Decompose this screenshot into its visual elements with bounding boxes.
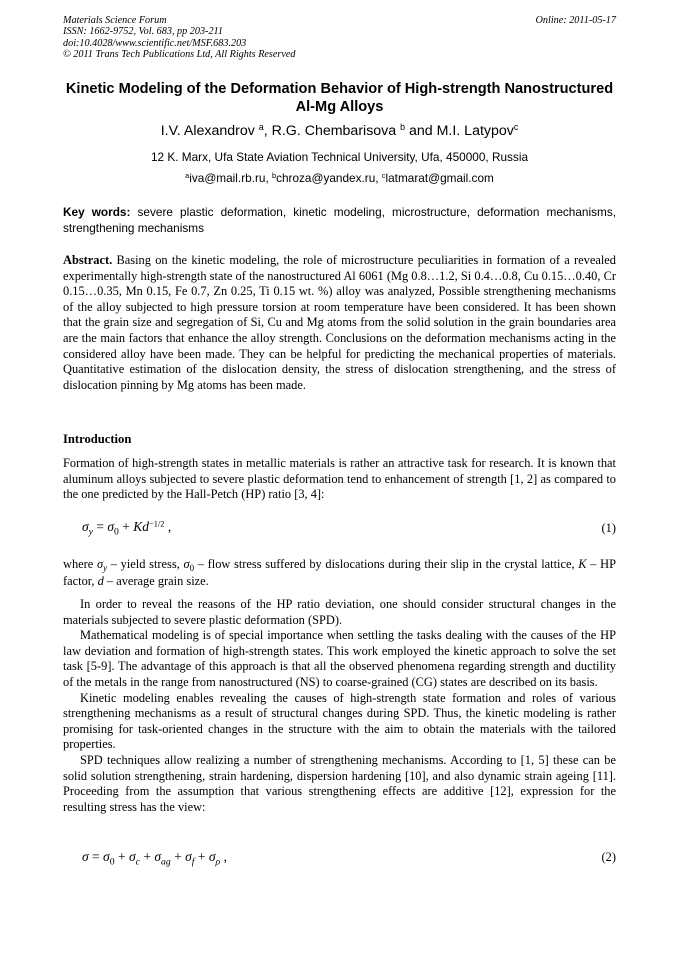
equation-number: (2) [601, 850, 616, 864]
email-link[interactable]: latmarat@gmail.com [385, 171, 494, 185]
online-date: Online: 2011-05-17 [535, 15, 616, 26]
email-link[interactable]: chroza@yandex.ru, [276, 171, 379, 185]
author-affiliation-mark: b [400, 122, 406, 133]
doi-line: doi:10.4028/www.scientific.net/MSF.683.203 [63, 37, 247, 49]
equation-2: $\sigma = \sigma_0 + \sigma_c + \sigma_{ag} + \sigma_f + \sigma_\rho$ , [82, 849, 227, 868]
affiliation: 12 K. Marx, Ufa State Aviation Technical University, Ufa, 450000, Russia [150, 150, 529, 164]
author-name: and M.I. Latypov [408, 123, 514, 139]
paragraph: Formation of high-strength states in metallic materials is rather an attractive task for research. It is known that aluminum alloys subjected to severe plastic deformation tend to enhancement of strength [1, 2] as compared to the one predicted by the Hall-Petch (HP) ratio [3, 4]: [63, 456, 616, 502]
email-mark: a [185, 170, 190, 180]
email-list [63, 171, 616, 185]
abstract-label: Abstract. [63, 253, 113, 267]
issn-line: ISSN: 1662-9752, Vol. 683, pp 203-211 [63, 26, 223, 38]
equation-number: (1) [601, 521, 616, 535]
paragraph: Mathematical modeling is of special importance when settling the tasks dealing with the causes of the HP law deviation and formation of high-strength states. This work employed the kinetic approach to solve the set task [5-9]. The advantage of this approach is that all the observed phenomena regarding strength and ductility of the metals in the range from nanostructured (NS) to coarse-grained (CG) states are described on its basis. [63, 628, 616, 689]
introduction-body [63, 597, 616, 815]
paragraph: Kinetic modeling enables revealing the causes of high-strength state formation and roles of various strengthening mechanisms as a result of structural changes during SPD. Thus, the kinetic modeling is rather promising for task-oriented changes in the structure with the aim to obtain the materials with the tailored properties. [63, 690, 616, 752]
section-heading: Introduction [63, 432, 132, 446]
author-name: I.V. Alexandrov [160, 123, 255, 139]
paragraph: SPD techniques allow realizing a number of strengthening mechanisms. According to [1, 5] these can be solid solution strengthening, strain hardening, dispersion hardening [10], and also dynamic strain ageing [11]. Proceeding from the assumption that various strengthening effects are additive [12], expression for the resulting stress has the view: [63, 752, 616, 814]
paper-title: Kinetic Modeling of the Deformation Behavior of High-strength Nanostructured Al-Mg Alloys [65, 81, 614, 115]
email-mark: b [272, 170, 277, 180]
abstract-text: Basing on the kinetic modeling, the role of microstructure peculiarities in formation of a revealed experimentally high-strength state of the nanostructured Al 6061 (Mg 0.8…1.2, Si 0.4…0.8, Cu 0.15…0.40, Cr 0.15…0.35, Mn 0.15, Fe 0.7, Zn 0.25, Ti 0.15 wt. %) alloy was analyzed, Possible strengthening mechanisms of the alloy subjected to high pressure torsion at room temperature have been considered. It has been shown that the grain size and segregation of Si, Cu and Mg atoms from the solid solution in the grain boundaries area are the main factors that enhance the alloy strength. Conclusions on the deformation mechanisms acting in the considered alloy have been made. They can be helpful for predicting the mechanical properties of materials. Quantitative estimation of the dislocation density, the stress of dislocation strengthening, and the stress of dislocation pinning by Mg atoms has been made. [63, 253, 616, 392]
keywords [63, 205, 616, 236]
author-name: R.G. Chembarisova [271, 123, 397, 139]
copyright-line: © 2011 Trans Tech Publications Ltd, All Rights Reserved [63, 49, 296, 61]
email-mark: c [381, 170, 386, 180]
journal-header [63, 15, 616, 61]
abstract [63, 253, 616, 393]
author-list: I.V. Alexandrov $^a$, R.G. Chembarisova $^b$ and M.I. Latypov$^c$ [160, 122, 519, 139]
journal-name: Materials Science Forum [63, 15, 167, 26]
paragraph: In order to reveal the reasons of the HP ratio deviation, one should consider structural changes in the materials subjected to severe plastic deformation (SPD). [63, 597, 616, 627]
keywords-label: Key words: [63, 205, 131, 219]
keywords-text: severe plastic deformation, kinetic modeling, microstructure, deformation mechanisms, strengthening mechanisms [63, 205, 617, 235]
symbol-definitions: where $\sigma_y$ – yield stress, $\sigma_0$ – flow stress suffered by dislocations during their slip in the crystal lattice, K – HP factor, d – average grain size. [63, 557, 616, 588]
equation-1: $\sigma_y = \sigma_0 + Kd^{-1/2}$ , [82, 519, 172, 538]
author-affiliation-mark: c [513, 122, 519, 133]
email-link[interactable]: iva@mail.rb.ru, [189, 171, 269, 185]
author-affiliation-mark: a [258, 122, 264, 133]
